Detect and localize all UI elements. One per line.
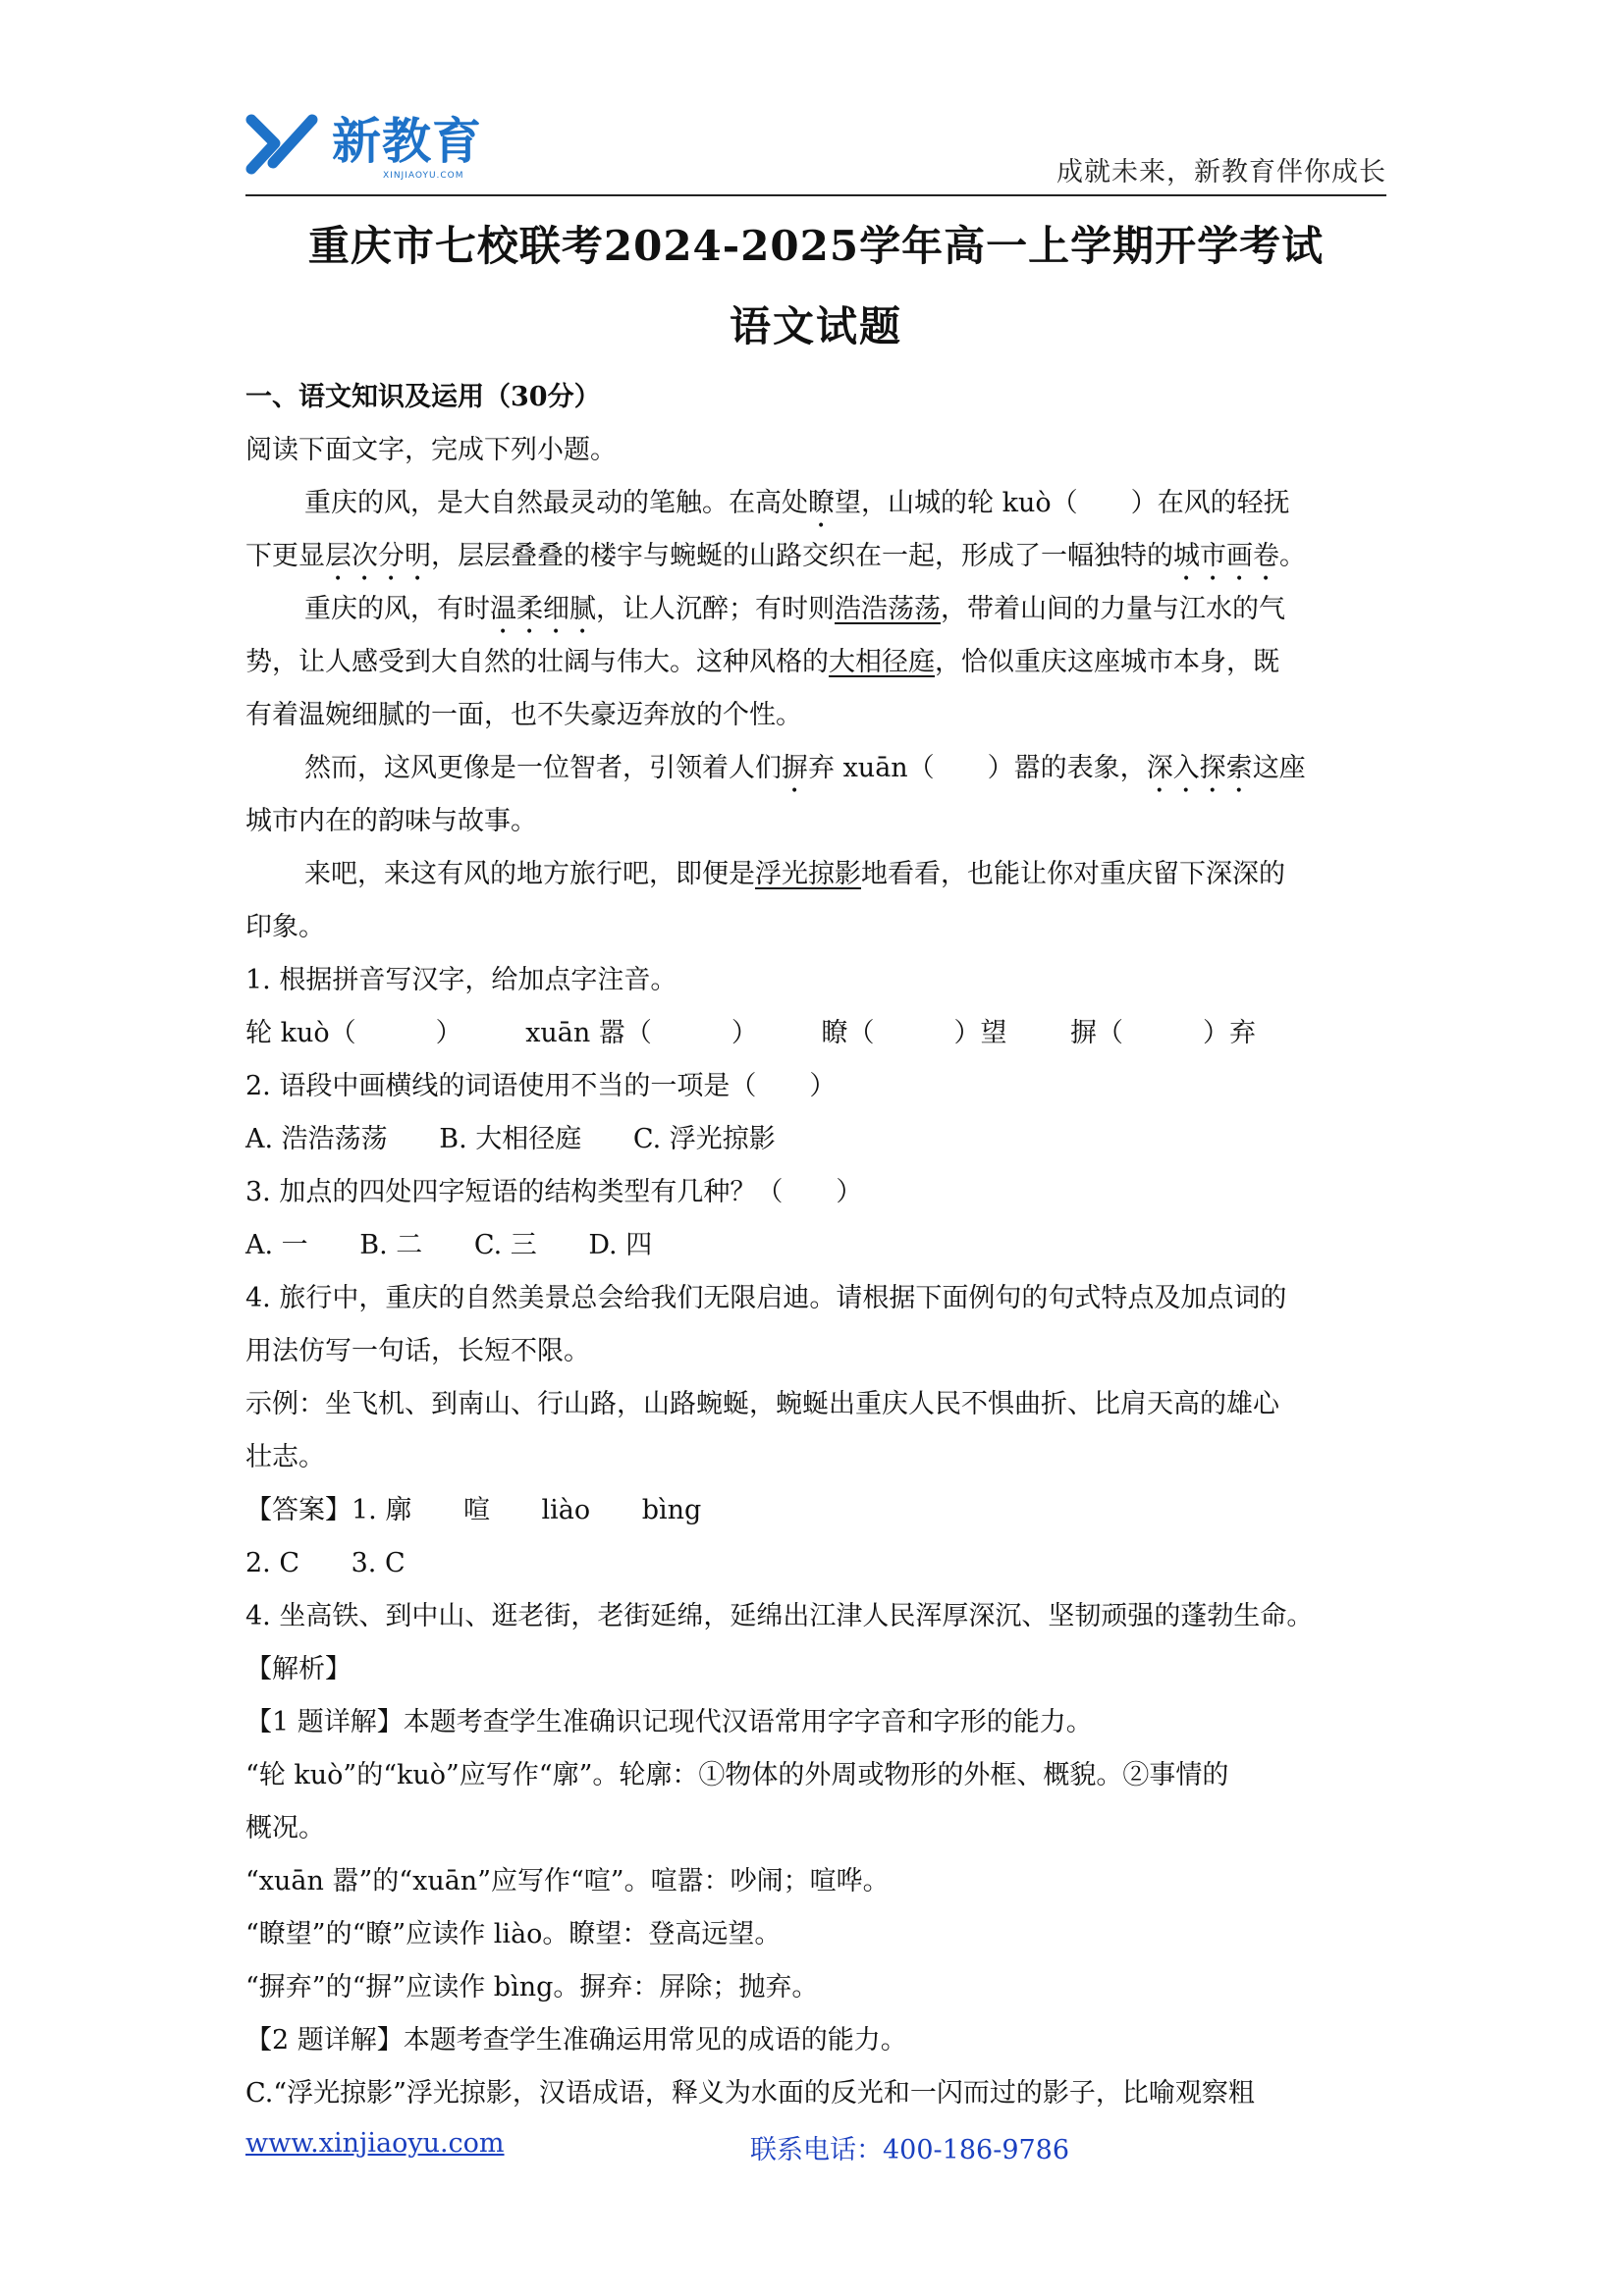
- q1-item: 摒（ ）弃: [1070, 1018, 1257, 1048]
- question-3-options: [245, 1219, 1392, 1272]
- q1-item: 轮 kuò（ ）: [245, 1018, 462, 1048]
- detail-1: 【1 题详解】本题考查学生准确识记现代汉语常用字字音和字形的能力。: [245, 1707, 1093, 1737]
- option: B. 二: [359, 1230, 423, 1260]
- q1-item: 瞭（ ）望: [821, 1018, 1007, 1048]
- dotted-phrase: 层次分明: [325, 541, 431, 571]
- logo-text: 新教育: [332, 113, 482, 170]
- contact-phone: 联系电话：400-186-9786: [750, 2135, 1070, 2165]
- exam-subtitle: 语文试题: [729, 302, 902, 350]
- question-4-example-cont: 壮志。: [245, 1442, 325, 1472]
- q1-item: xuān 嚣（ ）: [525, 1018, 758, 1048]
- option: B. 大相径庭: [439, 1124, 582, 1154]
- answer-label: 【答案】: [245, 1495, 352, 1525]
- option: C. 浮光掠影: [632, 1124, 776, 1154]
- detail-line: “摒弃”的“摒”应读作 bìng。摒弃：屏除；抛弃。: [245, 1972, 819, 2002]
- question-2-options: [245, 1113, 1392, 1166]
- question-1-items: [245, 1007, 1392, 1060]
- detail-2: 【2 题详解】本题考查学生准确运用常见的成语的能力。: [245, 2025, 907, 2056]
- detail-line: “xuān 嚣”的“xuān”应写作“喧”。喧嚣：吵闹；喧哗。: [245, 1866, 890, 1896]
- question-4-example: 示例：坐飞机、到南山、行山路，山路蜿蜒，蜿蜒出重庆人民不惧曲折、比肩天高的雄心: [245, 1389, 1279, 1419]
- page-header: [245, 108, 1386, 196]
- question-1: 1. 根据拼音写汉字，给加点字注音。: [245, 965, 677, 995]
- option: D. 四: [588, 1230, 653, 1260]
- logo-subtext: XINJIAOYU.COM: [383, 171, 464, 181]
- passage-line: 然而，这风更像是一位智者，引领着人们摒弃 xuān（ ）嚣的表象，深入探索这座: [304, 753, 1306, 783]
- header-slogan: 成就未来，新教育伴你成长: [1056, 157, 1386, 187]
- detail-line: C.“浮光掠影”浮光掠影，汉语成语，释义为水面的反光和一闪而过的影子，比喻观察粗: [245, 2078, 1255, 2109]
- passage-line: 重庆的风，是大自然最灵动的笔触。在高处瞭望，山城的轮 kuò（ ）在风的轻抚: [304, 488, 1290, 518]
- question-2: 2. 语段中画横线的词语使用不当的一项是（ ）: [245, 1071, 837, 1101]
- dotted-phrase: 温柔细腻: [490, 594, 596, 624]
- section-heading: 一、语文知识及运用（30分）: [245, 382, 601, 412]
- brand-logo[interactable]: [245, 108, 501, 187]
- passage-line: 重庆的风，有时温柔细腻，让人沉醉；有时则浩浩荡荡，带着山间的力量与江水的气: [304, 594, 1285, 624]
- answer-line: 2. C 3. C: [245, 1548, 406, 1578]
- option: C. 三: [473, 1230, 537, 1260]
- underlined-phrase: 大相径庭: [829, 647, 935, 677]
- passage-line: 印象。: [245, 912, 325, 942]
- website-link[interactable]: www.xinjiaoyu.com: [245, 2128, 505, 2159]
- answer-line: 4. 坐高铁、到中山、逛老街，老街延绵，延绵出江津人民浑厚深沉、坚韧顽强的蓬勃生命。: [245, 1601, 1314, 1631]
- question-3: 3. 加点的四处四字短语的结构类型有几种？（ ）: [245, 1177, 863, 1207]
- question-4-cont: 用法仿写一句话，长短不限。: [245, 1336, 590, 1366]
- section-intro: 阅读下面文字，完成下列小题。: [245, 435, 617, 465]
- analysis-label: 【解析】: [245, 1654, 352, 1684]
- underlined-phrase: 浮光掠影: [755, 859, 861, 889]
- passage-line: 有着温婉细腻的一面，也不失豪迈奔放的个性。: [245, 700, 802, 730]
- detail-line: “瞭望”的“瞭”应读作 liào。瞭望：登高远望。: [245, 1919, 782, 1949]
- document-body: [245, 371, 1392, 2120]
- answer-line: 【答案】1. 廓 喧 liào bìng: [245, 1495, 702, 1525]
- detail-line: “轮 kuò”的“kuò”应写作“廓”。轮廓：①物体的外周或物形的外框、概貌。②事情的: [245, 1760, 1229, 1790]
- passage-line: 来吧，来这有风的地方旅行吧，即便是浮光掠影地看看，也能让你对重庆留下深深的: [304, 859, 1285, 889]
- dotted-char: 瞭: [808, 488, 835, 518]
- passage-line: 下更显层次分明，层层叠叠的楼宇与蜿蜒的山路交织在一起，形成了一幅独特的城市画卷。: [245, 541, 1306, 571]
- underlined-phrase: 浩浩荡荡: [835, 594, 941, 624]
- option: A. 浩浩荡荡: [245, 1124, 388, 1154]
- option: A. 一: [245, 1230, 308, 1260]
- dotted-char: 摒: [782, 753, 808, 783]
- detail-line: 概况。: [245, 1813, 325, 1843]
- question-4: 4. 旅行中，重庆的自然美景总会给我们无限启迪。请根据下面例句的句式特点及加点词的: [245, 1283, 1287, 1313]
- dotted-phrase: 深入探索: [1146, 753, 1253, 783]
- passage-line: 势，让人感受到大自然的壮阔与伟大。这种风格的大相径庭，恰似重庆这座城市本身，既: [245, 647, 1279, 677]
- logo-mark-icon: [245, 112, 320, 177]
- dotted-phrase: 城市画卷: [1173, 541, 1279, 571]
- passage-line: 城市内在的韵味与故事。: [245, 806, 537, 836]
- exam-title: 重庆市七校联考2024-2025学年高一上学期开学考试: [307, 222, 1325, 270]
